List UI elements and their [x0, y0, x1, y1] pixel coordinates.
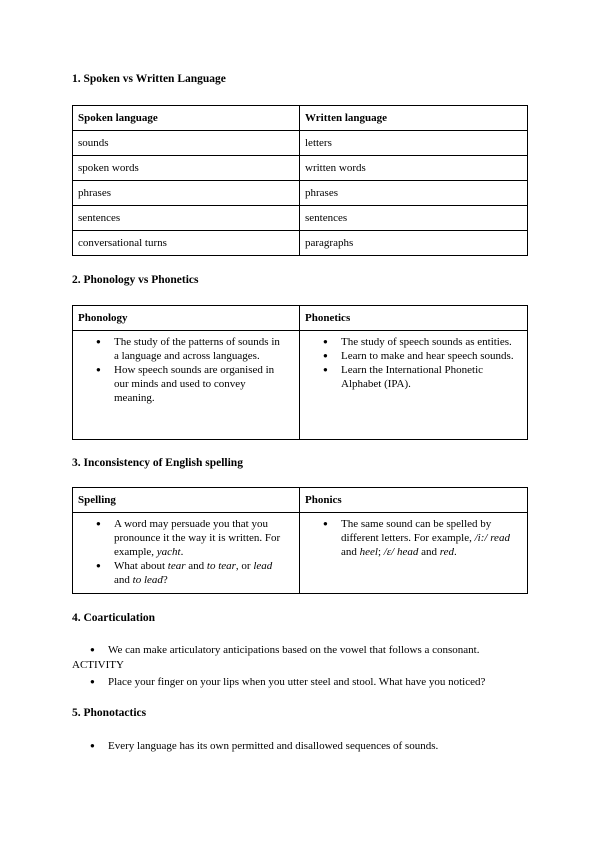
header-spoken-language: Spoken language [73, 106, 300, 131]
phonotactics-bullet: ● Every language has its own permitted and disallowed sequences of sounds. [108, 739, 438, 753]
table-cell: letters [300, 131, 528, 156]
activity-bullet: ● Place your finger on your lips when you utter steel and stool. What have you noticed? [108, 675, 485, 689]
list-item: ● The study of speech sounds as entities. [341, 335, 522, 349]
list-item: ● The same sound can be spelled by different letters. For example, /i:/ read and heel; /ɛ/ head and red. [341, 517, 522, 559]
table-cell: written words [300, 156, 528, 181]
table-cell: phrases [300, 181, 528, 206]
list-item: ● Learn the International Phonetic Alphabet (IPA). [341, 363, 522, 391]
table-row [73, 181, 528, 206]
section-3-heading: 3. Inconsistency of English spelling [72, 457, 243, 469]
section-5-heading: 5. Phonotactics [72, 707, 147, 719]
table-row [73, 131, 528, 156]
table-row [73, 206, 528, 231]
table-cell: sentences [73, 206, 300, 231]
activity-label: ACTIVITY [72, 659, 124, 671]
list-item: ● How speech sounds are organised in our minds and used to convey meaning. [114, 363, 294, 405]
section-1-heading: 1. Spoken vs Written Language [72, 73, 226, 85]
list-item: ● A word may persuade you that you pronounce it the way it is written. For example, yacht. [114, 517, 294, 559]
table-cell: spoken words [73, 156, 300, 181]
phonetics-cell [300, 331, 528, 440]
table-header-row [73, 488, 528, 513]
phonology-cell [73, 331, 300, 440]
header-phonology: Phonology [73, 306, 300, 331]
table-header-row [73, 106, 528, 131]
table-cell: sounds [73, 131, 300, 156]
table-row [73, 513, 528, 594]
spoken-written-table [72, 105, 528, 256]
table-header-row [73, 306, 528, 331]
header-phonetics: Phonetics [300, 306, 528, 331]
list-item: ● The study of the patterns of sounds in a language and across languages. [114, 335, 294, 363]
list-item: ● What about tear and to tear, or lead and to lead? [114, 559, 294, 587]
table-cell: paragraphs [300, 231, 528, 256]
table-row [73, 331, 528, 440]
list-item: ● Learn to make and hear speech sounds. [341, 349, 522, 363]
spelling-cell [73, 513, 300, 594]
table-cell: conversational turns [73, 231, 300, 256]
header-spelling: Spelling [73, 488, 300, 513]
coarticulation-bullet: ● We can make articulatory anticipations based on the vowel that follows a consonant. [108, 643, 479, 657]
header-written-language: Written language [300, 106, 528, 131]
section-2-heading: 2. Phonology vs Phonetics [72, 274, 199, 286]
table-cell: sentences [300, 206, 528, 231]
spelling-phonics-table [72, 487, 528, 594]
table-row [73, 231, 528, 256]
table-row [73, 156, 528, 181]
section-4-heading: 4. Coarticulation [72, 612, 156, 624]
table-cell: phrases [73, 181, 300, 206]
phonology-phonetics-table [72, 305, 528, 440]
header-phonics: Phonics [300, 488, 528, 513]
phonics-cell [300, 513, 528, 594]
